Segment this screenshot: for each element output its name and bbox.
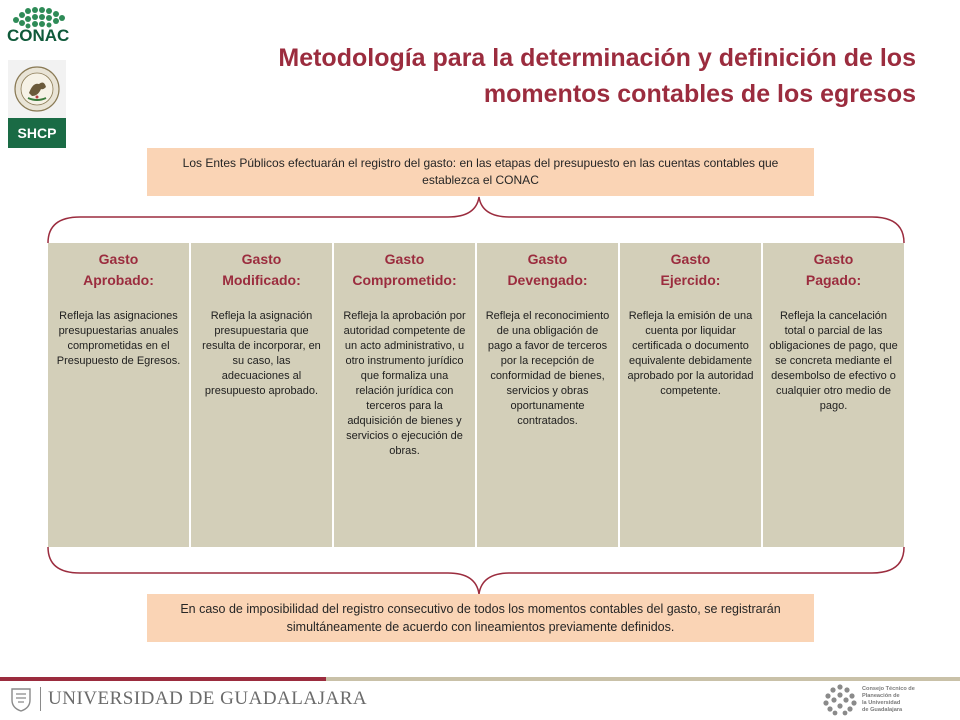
bottom-note-text: En caso de imposibilidad del registro consecutivo de todos los momentos contables del gasto, se registrarán simultáneamente de acuerdo con lineamientos previamente definidos. xyxy=(180,602,781,634)
column-description: Refleja la aprobación por autoridad competente de un acto administrativo, u otro instrumento jurídico que formaliza una relación jurídica con terceros para la adquisición de bienes y servicios o ejecución de obras. xyxy=(343,310,466,457)
column-title: Gasto Ejercido: xyxy=(660,251,721,288)
column-ejercido xyxy=(620,243,763,547)
top-brace xyxy=(48,197,904,243)
council-name: Consejo Técnico de Planeación de la Universidad de Guadalajara xyxy=(862,686,915,713)
footer-rule-left xyxy=(0,677,326,681)
conac-logo-text: CONAC xyxy=(7,26,70,45)
shcp-logo xyxy=(8,60,66,148)
column-pagado xyxy=(763,243,904,547)
mexican-seal-icon xyxy=(8,60,66,118)
shcp-logo-text: SHCP xyxy=(8,118,66,148)
column-description: Refleja la asignación presupuestaria que resulta de incorporar, en su caso, las adecuaciones al presupuesto aprobado. xyxy=(202,310,321,397)
udg-shield-icon xyxy=(9,686,33,712)
page-title: Metodología para la determinación y definición de los momentos contables de los egresos xyxy=(278,44,916,108)
top-note-text: Los Entes Públicos efectuarán el registro del gasto: en las etapas del presupuesto en las cuentas contables que establezca el CONAC xyxy=(182,156,779,187)
column-title: Gasto Devengado: xyxy=(507,251,588,288)
top-note-box xyxy=(147,148,814,196)
column-modificado xyxy=(191,243,334,547)
moments-columns xyxy=(48,243,904,547)
column-title: Gasto Aprobado: xyxy=(83,251,154,288)
column-description: Refleja el reconocimiento de una obligación de pago a favor de terceros por la recepción de conformidad de bienes, servicios y obras oportunamente contratados. xyxy=(485,310,610,427)
column-description: Refleja las asignaciones presupuestarias anuales comprometidas en el Presupuesto de Egresos. xyxy=(56,310,181,367)
column-description: Refleja la cancelación total o parcial de las obligaciones de pago, que se concreta mediante el desembolso de efectivo o cualquier otro medio de pago. xyxy=(769,310,898,412)
column-aprobado xyxy=(48,243,191,547)
column-title: Gasto Pagado: xyxy=(805,251,862,288)
university-name: UNIVERSIDAD DE GUADALAJARA xyxy=(48,688,368,709)
conac-logo xyxy=(6,4,68,50)
column-title: Gasto Comprometido: xyxy=(352,251,457,288)
column-title: Gasto Modificado: xyxy=(222,251,301,288)
column-description: Refleja la emisión de una cuenta por liquidar certificada o documento equivalente debidamente aprobado por la autoridad competente. xyxy=(627,310,754,397)
bottom-note-box xyxy=(147,594,814,642)
footer-rule-right xyxy=(326,677,960,681)
column-comprometido xyxy=(334,243,477,547)
bottom-brace xyxy=(48,547,904,594)
column-devengado xyxy=(477,243,620,547)
footer-divider xyxy=(40,687,41,711)
council-dots-icon xyxy=(820,683,860,717)
